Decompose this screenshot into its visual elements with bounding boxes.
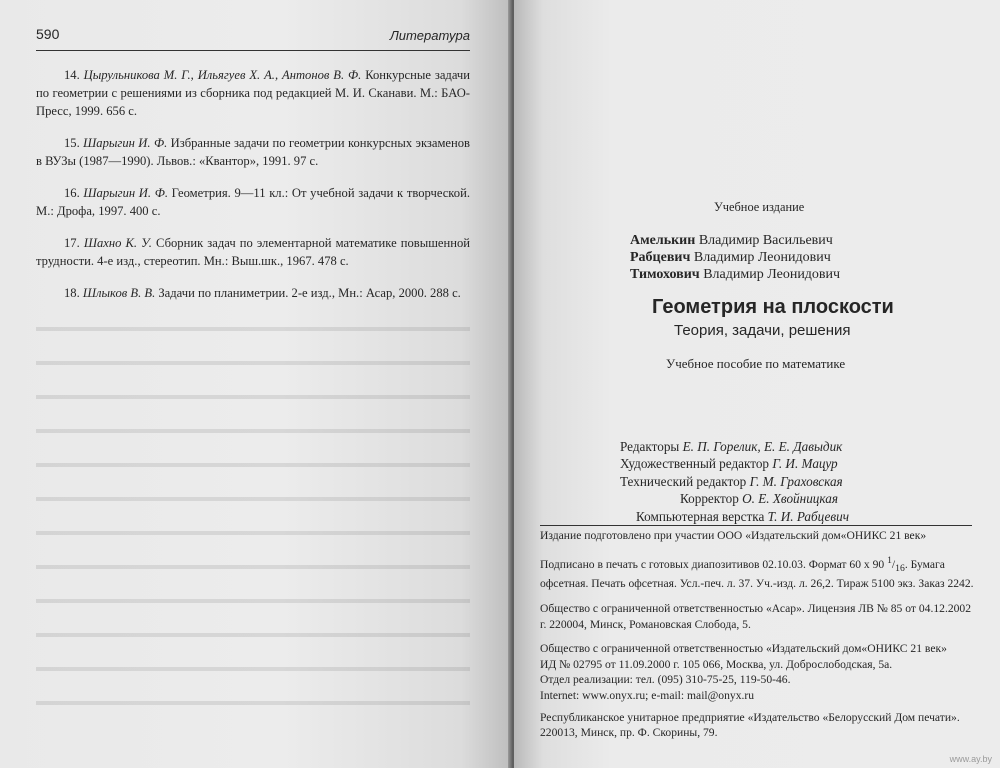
page-number: 590 xyxy=(36,26,60,42)
author-surname: Тимохович xyxy=(630,267,700,282)
reference-number: 16. xyxy=(64,186,80,200)
reference-item xyxy=(36,134,470,170)
imprint-paper-text: . Бумага офсетная. Печать офсетная. Усл.-печ. л. 37. Уч.-изд. л. 26,2. Тираж 5100 экз. Заказ 2242. xyxy=(540,557,974,591)
reference-number: 14. xyxy=(64,68,80,82)
credit-name: О. Е. Хвойницкая xyxy=(742,491,838,507)
reference-item xyxy=(36,234,470,270)
reference-text: Задачи по планиметрии. 2-е изд., Мн.: Асар, 2000. 288 с. xyxy=(158,286,461,300)
reference-text: Сборник задач по элементарной математике повышенной трудности. 4-е изд., стереотип. Мн.: Выш.шк., 1967. 478 с. xyxy=(36,236,471,268)
imprint-divider xyxy=(540,525,972,526)
author-given-name: Владимир Васильевич xyxy=(698,233,833,248)
credit-name: Т. И. Рабцевич xyxy=(767,508,850,524)
imprint-block xyxy=(540,528,976,750)
running-head xyxy=(36,24,470,51)
imprint-signed-text: Подписано в печать с готовых диапозитивов 02.10.03. Формат 60 х 90 xyxy=(540,557,885,571)
reference-text: Избранные задачи по геометрии конкурсных экзаменов в ВУЗы (1987—1990). Львов.: «Квантор», 1991. 97 с. xyxy=(36,136,471,168)
credit-name: Г. И. Мацур xyxy=(772,456,838,472)
credit-role: Корректор xyxy=(680,491,739,507)
reference-item xyxy=(36,184,470,220)
watermark: www.ay.by xyxy=(949,754,992,764)
author-list xyxy=(630,232,840,283)
reference-number: 17. xyxy=(64,236,80,250)
credits-block xyxy=(620,438,849,525)
reference-item xyxy=(36,66,470,120)
imprint-print-info: Подписано в печать с готовых диапозитивов 02.10.03. Формат 60 х 90 $^1/_{16}$. Бумага офсетная. Печать офсетная. Усл.-печ. л. 37. Уч.-изд. л. 26,2. Тираж 5100 экз. Заказ 2242. xyxy=(540,554,974,591)
author-surname: Рабцевич xyxy=(630,250,691,265)
credit-line xyxy=(620,455,849,472)
book-genre: Учебное пособие по математике xyxy=(666,356,846,371)
book-subtitle: Теория, задачи, решения xyxy=(674,322,851,339)
onyx-sales: Отдел реализации: тел. (095) 310-75-25, 119-50-46. xyxy=(540,673,791,687)
format-fraction-bottom: 16 xyxy=(895,562,905,574)
credit-line xyxy=(620,438,849,455)
show-through-texture xyxy=(36,305,470,725)
author-given-name: Владимир Леонидович xyxy=(703,267,841,282)
reference-text: Конкурсные задачи по геометрии с решениями из сборника под редакцией М. И. Сканави. М.: БАО-Пресс, 1999. 656 с. xyxy=(36,68,470,118)
reference-author: Шахно К. У. xyxy=(83,236,152,250)
reference-number: 15. xyxy=(64,136,80,150)
author-given-name: Владимир Леонидович xyxy=(693,250,831,265)
author-line xyxy=(630,249,840,266)
author-surname: Амелькин xyxy=(630,233,696,248)
reference-author: Цырульникова М. Г., Ильягуев Х. А., Антонов В. Ф. xyxy=(83,68,362,82)
credit-line xyxy=(620,490,849,507)
reference-number: 18. xyxy=(64,286,80,300)
credit-role: Компьютерная верстка xyxy=(636,508,765,524)
onyx-company: Общество с ограниченной ответственностью «Издательский дом«ОНИКС 21 век» xyxy=(540,642,947,656)
credit-role: Технический редактор xyxy=(620,473,747,489)
reference-author: Шлыков В. В. xyxy=(82,286,156,300)
format-fraction-top: 1 xyxy=(887,554,892,566)
reference-author: Шарыгин И. Ф. xyxy=(83,136,168,150)
edition-type: Учебное издание xyxy=(714,200,805,214)
imprint-printer: Республиканское унитарное предприятие «Издательство «Белорусский Дом печати». 220013, Минск, пр. Ф. Скорины, 79. xyxy=(540,710,960,740)
section-title: Литература xyxy=(389,28,470,43)
book-title: Геометрия на плоскости xyxy=(652,296,894,318)
credit-line xyxy=(620,508,849,525)
imprint-onyx xyxy=(540,641,976,703)
credit-role: Редакторы xyxy=(620,439,680,454)
onyx-internet: Internet: www.onyx.ru; e-mail: mail@onyx.ru xyxy=(540,688,755,702)
onyx-license: ИД № 02795 от 11.09.2000 г. 105 066, Москва, ул. Доброслободская, 5а. xyxy=(540,657,893,671)
reference-text: Геометрия. 9—11 кл.: От учебной задачи к творческой. М.: Дрофа, 1997. 400 с. xyxy=(36,186,470,218)
imprint-asar: Общество с ограниченной ответственностью «Асар». Лицензия ЛВ № 85 от 04.12.2002 г. 220004, Минск, Романовская Слобода, 5. xyxy=(540,601,972,631)
credit-line xyxy=(620,473,849,490)
author-line xyxy=(630,232,840,249)
author-line xyxy=(630,266,840,283)
credit-name: Г. М. Граховская xyxy=(749,473,843,489)
credit-name: Е. П. Горелик, Е. Е. Давыдик xyxy=(682,439,843,454)
imprint-prepared: Издание подготовлено при участии ООО «Издательский дом«ОНИКС 21 век» xyxy=(540,529,927,542)
reference-list xyxy=(36,66,470,316)
reference-item xyxy=(36,284,470,302)
credit-role: Художественный редактор xyxy=(620,456,770,472)
reference-author: Шарыгин И. Ф. xyxy=(83,186,168,200)
